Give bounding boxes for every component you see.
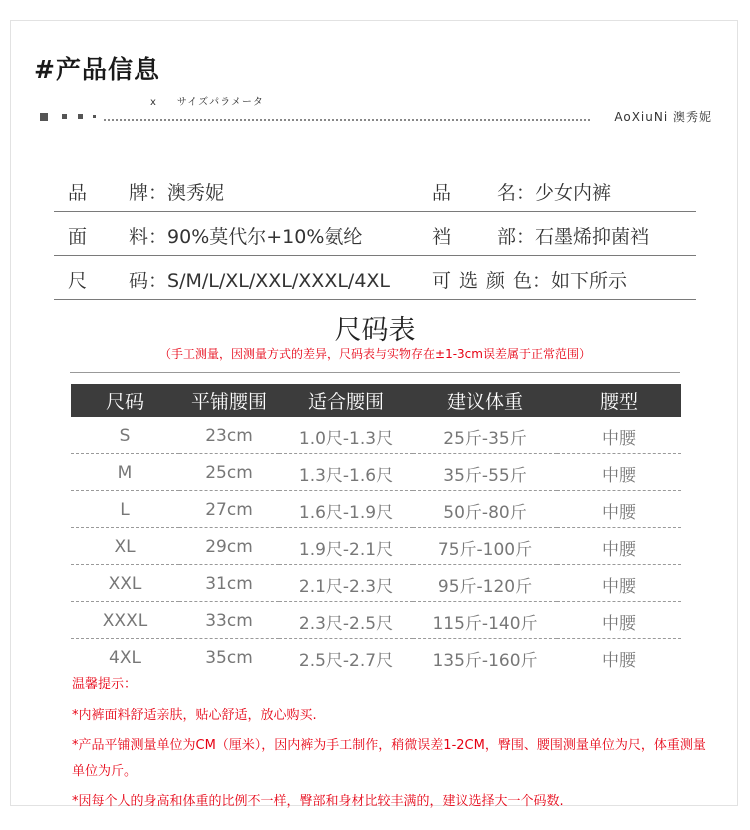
subtitle-text: サイズパラメータ [176,97,264,108]
table-cell: 2.3尺-2.5尺 [279,602,413,639]
table-cell: 31cm [179,565,279,602]
column-header: 腰型 [557,384,681,417]
table-cell: 25cm [179,454,279,491]
table-cell: 中腰 [557,417,681,454]
info-row: 尺码：S/M/L/XL/XXL/XXXL/4XL 可选颜色：如下所示 [54,256,696,300]
info-label: 品名 [432,182,516,204]
info-label: 面料 [68,226,148,248]
table-row [71,528,681,565]
table-cell: 1.0尺-1.3尺 [279,417,413,454]
table-cell: L [71,491,179,528]
table-cell: 35斤-55斤 [413,454,557,491]
table-row [71,602,681,639]
divider [70,372,680,373]
table-row [71,491,681,528]
info-label: 品牌 [68,182,148,204]
table-cell: 95斤-120斤 [413,565,557,602]
square-icon [78,114,83,119]
info-row: 面料：90%莫代尔+10%氨纶 裆部：石墨烯抑菌裆 [54,212,696,256]
table-cell: 2.5尺-2.7尺 [298,650,394,671]
subtitle-x: x [150,97,157,108]
table-cell: 1.3尺-1.6尺 [279,454,413,491]
table-cell: 135斤-160斤 [432,650,538,671]
brand-tag: AoXiuNi 澳秀妮 [614,110,712,124]
table-cell: XXXL [71,602,179,639]
info-value: S/M/L/XL/XXL/XXXL/4XL [167,270,391,292]
info-value: 石墨烯抑菌裆 [535,226,650,248]
table-cell: 115斤-140斤 [413,602,557,639]
table-cell: 中腰 [602,650,636,671]
column-header: 尺码 [71,384,179,417]
square-icon [62,114,67,119]
info-value: 澳秀妮 [167,182,225,204]
table-cell: 中腰 [557,491,681,528]
size-table [71,384,681,675]
table-row [71,639,681,676]
table-cell: 23cm [179,417,279,454]
tip-item: *因每个人的身高和体重的比例不一样，臀部和身材比较丰满的，建议选择大一个码数. [72,794,564,809]
column-header: 平铺腰围 [179,384,279,417]
tips-section [72,673,712,819]
square-icon [93,115,96,118]
info-label: 裆部 [432,226,516,248]
table-cell: 33cm [179,602,279,639]
table-cell: 中腰 [557,454,681,491]
page-subtitle [150,93,264,108]
page-title: #产品信息 [34,55,160,84]
info-value: 如下所示 [551,270,628,292]
table-cell: S [71,417,179,454]
table-cell: 中腰 [557,602,681,639]
table-row [71,454,681,491]
table-row [71,417,681,454]
info-value: 少女内裤 [535,182,612,204]
table-cell: 27cm [179,491,279,528]
size-table-title: 尺码表 [334,315,416,346]
table-cell: XL [71,528,179,565]
table-cell: 2.1尺-2.3尺 [279,565,413,602]
table-cell: 中腰 [557,565,681,602]
table-cell: 4XL [109,648,141,668]
table-cell: 50斤-80斤 [413,491,557,528]
table-cell: 75斤-100斤 [413,528,557,565]
table-cell: 25斤-35斤 [413,417,557,454]
column-header: 建议体重 [413,384,557,417]
table-cell: XXL [71,565,179,602]
tip-item: *内裤面料舒适亲肤，贴心舒适，放心购买. [72,708,317,723]
product-info [54,168,696,300]
table-header-row [71,384,681,417]
table-cell: 1.6尺-1.9尺 [279,491,413,528]
table-row [71,565,681,602]
info-value: 90%莫代尔+10%氨纶 [167,226,363,248]
size-table-note: （手工测量，因测量方式的差异，尺码表与实物存在±1-3cm误差属于正常范围） [159,347,591,361]
square-icon [40,113,48,121]
info-label: 尺码 [68,270,148,292]
table-cell: 中腰 [557,528,681,565]
column-header: 适合腰围 [279,384,413,417]
tip-item: *产品平铺测量单位为CM（厘米），因内裤为手工制作，稍微误差1-2CM，臀围、腰围测量单位为尺，体重测量单位为斤。 [72,738,706,779]
table-cell: 29cm [179,528,279,565]
table-cell: 1.9尺-2.1尺 [279,528,413,565]
info-label: 可选颜色 [432,270,532,292]
info-row: 品牌：澳秀妮 品名：少女内裤 [54,168,696,212]
table-cell: 35cm [205,648,253,668]
decorative-divider [40,108,712,126]
table-cell: M [71,454,179,491]
tips-heading: 温馨提示： [72,677,138,692]
dotted-line [104,119,590,121]
